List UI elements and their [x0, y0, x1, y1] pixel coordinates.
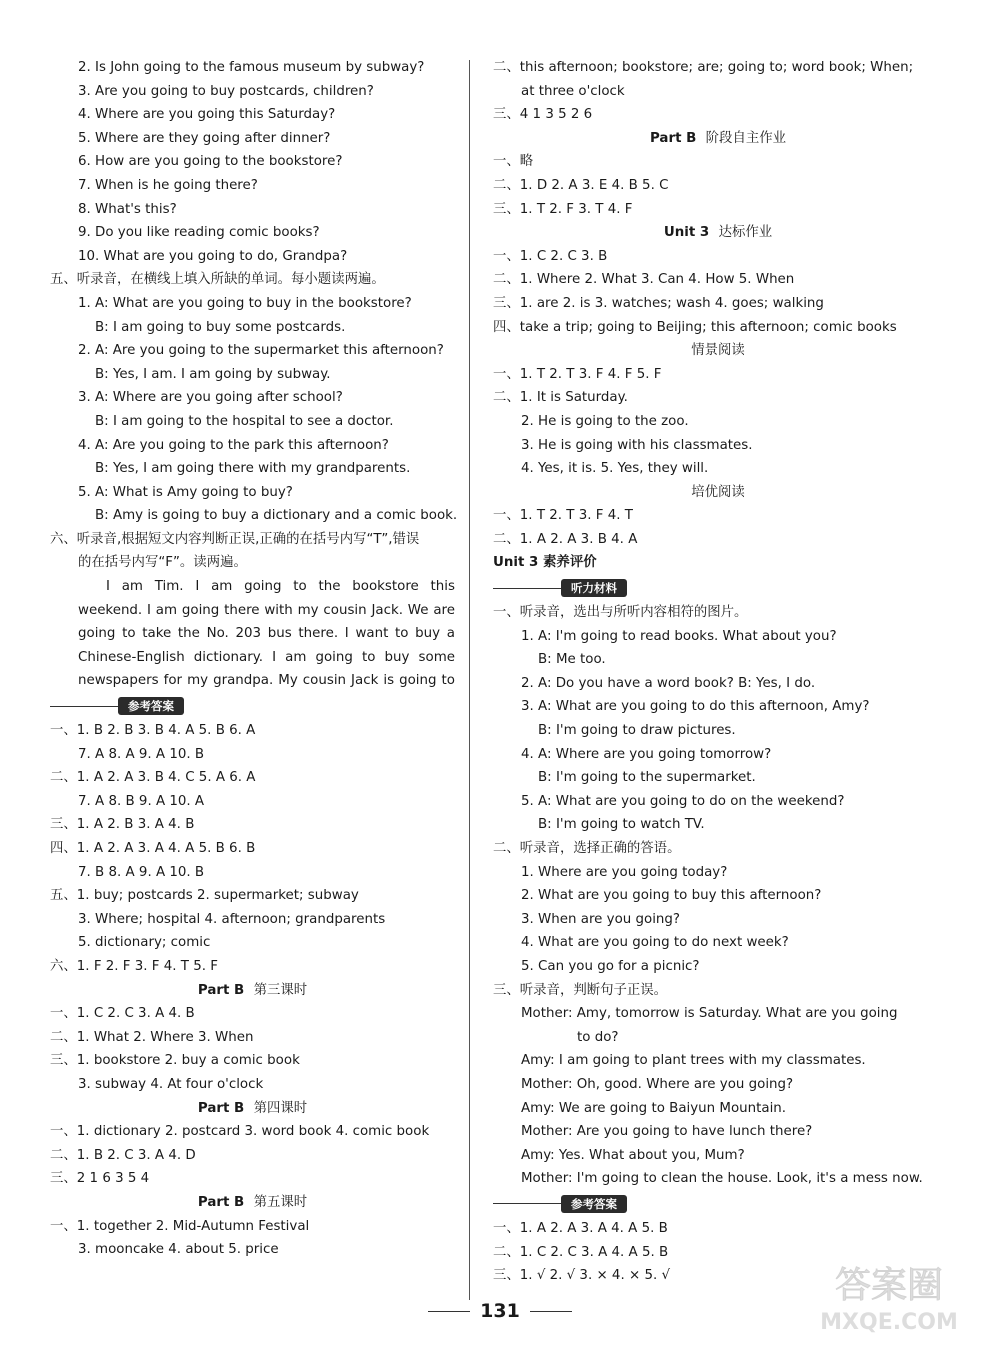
answer-line: 三、1. T 2. F 3. T 4. F	[493, 201, 633, 217]
answer-line: 一、1. together 2. Mid-Autumn Festival	[50, 1218, 310, 1234]
answer-line: 六、1. F 2. F 3. F 4. T 5. F	[50, 959, 218, 974]
answer-line: 3. mooncake 4. about 5. price	[78, 1242, 279, 1258]
answer-line: 3. He is going with his classmates.	[521, 437, 753, 453]
dialog-line: Amy: Yes. What about you, Mum?	[521, 1147, 745, 1163]
part-b-stage-heading	[493, 127, 943, 151]
answer-line: 一、1. T 2. T 3. F 4. F 5. F	[493, 366, 662, 382]
answer-line: 三、2 1 6 3 5 4	[50, 1171, 150, 1187]
dialog-line-b: B: Yes, I am going there with my grandparents.	[95, 461, 411, 477]
question-list-top	[50, 56, 455, 268]
section-1-title: 一、听录音，选出与所听内容相符的图片。	[493, 605, 748, 621]
answer-line: 3. subway 4. At four o'clock	[78, 1076, 264, 1092]
question-line: 6. How are you going to the bookstore?	[78, 154, 343, 170]
dialog-line: Amy: I am going to plant trees with my classmates.	[521, 1053, 866, 1069]
column-divider	[469, 60, 470, 1300]
answer-line: 二、1. What 2. Where 3. When	[50, 1029, 254, 1045]
listening-badge: 听力材料	[561, 579, 627, 597]
advanced-reading-heading: 培优阅读	[691, 484, 745, 500]
dialog-line-a: 5. A: What is Amy going to buy?	[78, 484, 293, 500]
heading-cn: 第四课时	[253, 1100, 308, 1116]
dialog-line: Mother: Oh, good. Where are you going?	[521, 1076, 794, 1092]
answer-line: 三、1. are 2. is 3. watches; wash 4. goes; walking	[493, 295, 824, 311]
heading-en: Part B	[197, 982, 245, 998]
question-line: 4. What are you going to do next week?	[521, 935, 789, 951]
part-b-lesson5-heading	[50, 1191, 455, 1215]
question-line: 8. What's this?	[78, 201, 177, 217]
dialog-line-b: B: I am going to buy some postcards.	[95, 319, 346, 335]
answers-badge: 参考答案	[561, 1195, 627, 1213]
heading-en: Part B	[649, 130, 697, 146]
answer-line: 5. dictionary; comic	[78, 935, 211, 951]
question-line: 1. Where are you going today?	[521, 864, 728, 880]
dialog-line-a: 4. A: Where are you going tomorrow?	[521, 746, 772, 762]
dialog-line-b: B: I'm going to the supermarket.	[538, 770, 756, 786]
answer-line: 一、1. C 2. C 3. B	[493, 248, 608, 264]
dialog-line: Mother: I'm going to clean the house. Look, it's a mess now.	[521, 1171, 923, 1187]
answers-header	[493, 1191, 943, 1217]
dialog-line-b: B: I'm going to watch TV.	[538, 817, 705, 833]
answer-line: 二、1. A 2. A 3. B 4. A	[493, 531, 638, 547]
question-line: 2. Is John going to the famous museum by subway?	[78, 60, 425, 75]
dialog-line-b: B: I'm going to draw pictures.	[538, 723, 736, 739]
dialog-line-a: 5. A: What are you going to do on the weekend?	[521, 793, 845, 809]
page-number-value: 131	[480, 1300, 520, 1322]
unit3-evaluation-title: Unit 3 素养评价	[493, 555, 597, 571]
dialog-line: to do?	[577, 1029, 619, 1045]
section-6-title-cont: 的在括号内写“F”。读两遍。	[78, 555, 247, 571]
answer-line: 7. B 8. A 9. A 10. B	[78, 864, 205, 880]
section-6-title: 六、听录音,根据短文内容判断正误,正确的在括号内写“T”,错误	[50, 531, 420, 547]
answer-line: 二、1. It is Saturday.	[493, 390, 628, 406]
heading-en: Part B	[197, 1194, 245, 1210]
answers-badge: 参考答案	[118, 697, 184, 715]
heading-cn: 第三课时	[253, 982, 308, 998]
answers-header	[50, 693, 455, 719]
page-number-rule	[530, 1311, 572, 1312]
section-5-dialogs	[50, 292, 458, 528]
watermark-cn: 答案圈	[834, 1265, 944, 1306]
section-2-title: 二、听录音，选择正确的答语。	[493, 841, 681, 856]
dialog-line: Mother: Amy, tomorrow is Saturday. What are you going	[521, 1006, 898, 1022]
answer-line: 三、1. A 2. B 3. A 4. B	[50, 817, 195, 833]
situational-reading-heading: 情景阅读	[691, 343, 745, 359]
watermark-url: MXQE.COM	[820, 1310, 958, 1335]
dialog-line-b: B: I am going to the hospital to see a doctor.	[95, 413, 394, 429]
answer-line: 一、1. T 2. T 3. F 4. T	[493, 508, 633, 524]
dialog-line-b: B: Yes, I am. I am going by subway.	[95, 366, 331, 382]
answer-line: 二、1. C 2. C 3. A 4. A 5. B	[493, 1244, 669, 1260]
answer-line: 2. He is going to the zoo.	[521, 413, 689, 429]
answer-line: 二、1. B 2. C 3. A 4. D	[50, 1147, 196, 1163]
dialog-line-a: 4. A: Are you going to the park this afternoon?	[78, 437, 389, 453]
left-column	[50, 56, 458, 1262]
answer-line: 四、take a trip; going to Beijing; this afternoon; comic books	[493, 319, 897, 335]
badge-rule	[493, 1203, 561, 1204]
answer-line: 三、4 1 3 5 2 6	[493, 107, 593, 123]
dialog-line: Amy: We are going to Baiyun Mountain.	[521, 1100, 787, 1116]
section-5-title: 五、听录音，在横线上填入所缺的单词。每小题读两遍。	[50, 272, 385, 288]
dialog-line-a: 2. A: Are you going to the supermarket this afternoon?	[78, 343, 444, 359]
answer-line: 7. A 8. A 9. A 10. B	[78, 746, 205, 762]
badge-rule	[493, 588, 561, 589]
heading-cn: 第五课时	[253, 1194, 308, 1210]
dialog-line-a: 1. A: What are you going to buy in the bookstore?	[78, 295, 412, 311]
answer-line: 7. A 8. B 9. A 10. A	[78, 793, 205, 809]
dialog-line-a: 3. A: What are you going to do this afternoon, Amy?	[521, 699, 870, 715]
question-line: 10. What are you going to do, Grandpa?	[78, 248, 348, 264]
answer-line: 二、1. Where 2. What 3. Can 4. How 5. When	[493, 272, 795, 288]
dialog-line-a: 3. A: Where are you going after school?	[78, 390, 343, 406]
answer-line: 五、1. buy; postcards 2. supermarket; subway	[50, 888, 359, 904]
heading-cn: 达标作业	[718, 225, 773, 241]
answer-line: 三、1. bookstore 2. buy a comic book	[50, 1053, 300, 1069]
question-line: 4. Where are you going this Saturday?	[78, 107, 336, 123]
dialog-line-a: 2. A: Do you have a word book? B: Yes, I do.	[521, 675, 816, 691]
dialog-line-b: B: Me too.	[538, 652, 606, 668]
part-b-lesson4-heading	[50, 1097, 455, 1121]
answer-line: 二、this afternoon; bookstore; are; going to; word book; When;	[493, 60, 914, 75]
answer-line: 一、1. C 2. C 3. A 4. B	[50, 1006, 195, 1022]
question-line: 5. Can you go for a picnic?	[521, 958, 700, 974]
answer-line: 一、略	[493, 154, 534, 170]
dialog-line: Mother: Are you going to have lunch there?	[521, 1124, 813, 1140]
answer-line: 一、1. A 2. A 3. A 4. A 5. B	[493, 1220, 668, 1236]
section-6-passage: I am Tim. I am going to the bookstore this weekend. I am going there with my cousin Jack. We are going to take the No. 203 bus there. I want to buy a Chinese-English dictionary. I am going to buy some newspapers for my grandpa. My cousin Jack is going to	[78, 579, 455, 689]
answer-line: 一、1. dictionary 2. postcard 3. word book 4. comic book	[50, 1124, 430, 1140]
unit3-heading	[493, 221, 943, 245]
listening-header	[493, 575, 943, 601]
question-line: 2. What are you going to buy this afternoon?	[521, 888, 822, 904]
answer-line: 一、1. B 2. B 3. B 4. A 5. B 6. A	[50, 723, 256, 739]
dialog-line-a: 1. A: I'm going to read books. What about you?	[521, 628, 837, 644]
dialog-line-b: B: Amy is going to buy a dictionary and a comic book.	[95, 508, 458, 524]
page-number-rule	[428, 1311, 470, 1312]
heading-en: Unit 3	[663, 225, 710, 241]
question-line: 9. Do you like reading comic books?	[78, 225, 320, 241]
answer-line: 3. Where; hospital 4. afternoon; grandparents	[78, 911, 386, 927]
answer-line: 二、1. A 2. A 3. B 4. C 5. A 6. A	[50, 770, 256, 786]
heading-cn: 阶段自主作业	[705, 130, 787, 146]
question-line: 3. When are you going?	[521, 911, 681, 927]
right-column	[493, 56, 943, 1288]
badge-rule	[50, 706, 118, 707]
part-b-lesson3-heading	[50, 979, 455, 1003]
question-line: 7. When is he going there?	[78, 177, 258, 193]
answer-line: 二、1. D 2. A 3. E 4. B 5. C	[493, 177, 669, 193]
answer-line: 四、1. A 2. A 3. A 4. A 5. B 6. B	[50, 841, 256, 857]
question-line: 5. Where are they going after dinner?	[78, 130, 331, 146]
question-line: 3. Are you going to buy postcards, children?	[78, 83, 374, 99]
answer-line: 三、1. √ 2. √ 3. × 4. × 5. √	[493, 1268, 671, 1284]
answer-line: at three o'clock	[521, 83, 625, 99]
heading-en: Part B	[197, 1100, 245, 1116]
answer-list	[50, 719, 455, 979]
answer-line: 4. Yes, it is. 5. Yes, they will.	[521, 461, 709, 477]
section-3-title: 三、听录音，判断句子正误。	[493, 982, 668, 998]
watermark-logo	[797, 1257, 982, 1337]
